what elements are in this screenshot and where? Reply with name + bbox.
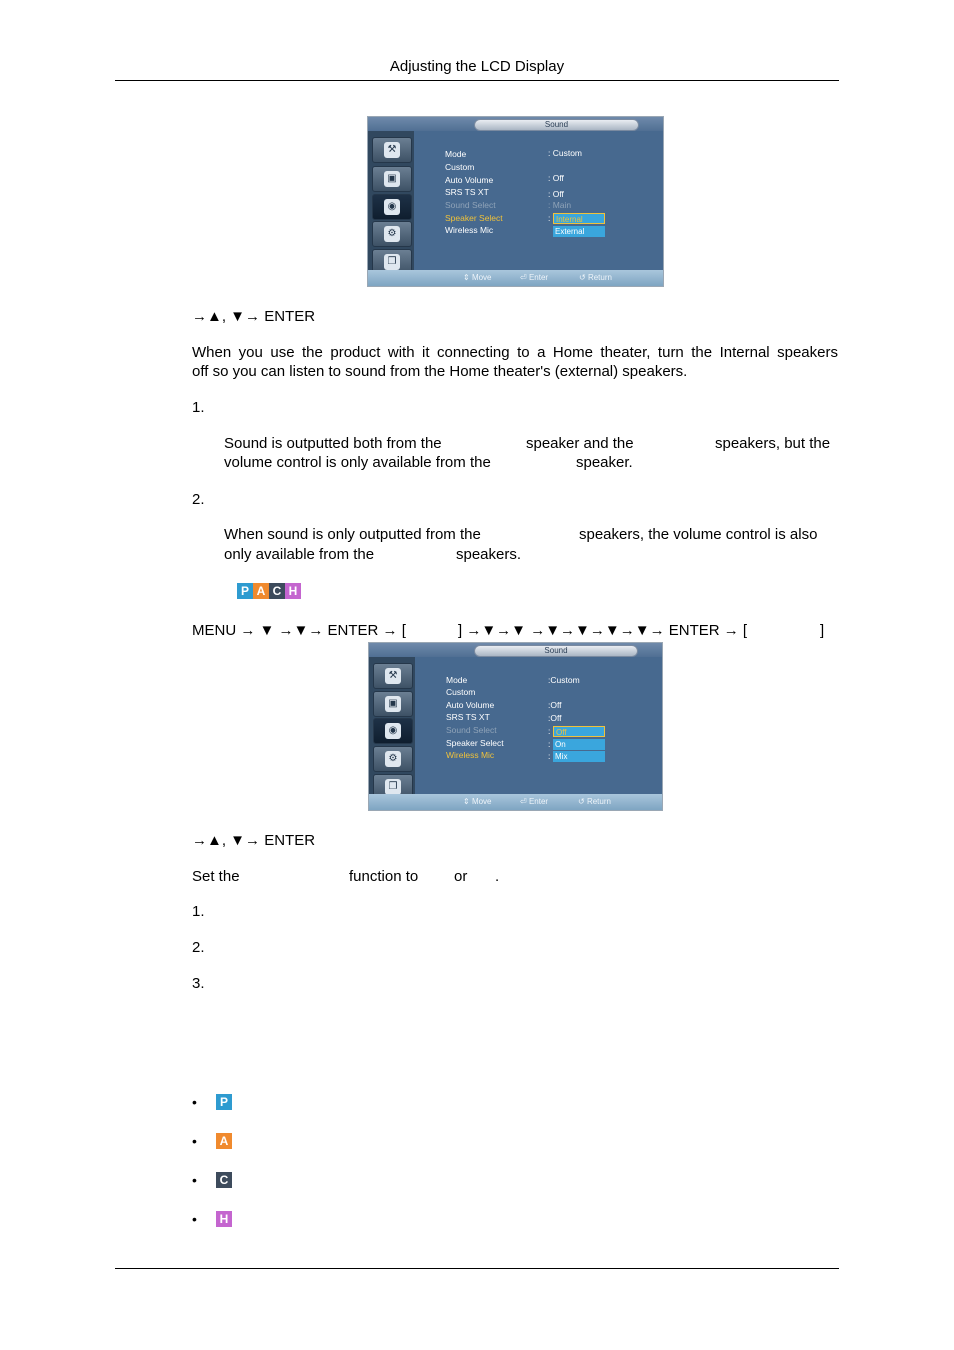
item-1-line-1-c: speakers, but the	[715, 435, 831, 452]
osd-nav-return: ↺ Return	[579, 273, 612, 282]
gear-icon: ⚙	[372, 221, 412, 247]
badge-a: A	[216, 1133, 232, 1149]
osd-value-srs: : Off	[548, 189, 564, 199]
picture-icon: ▣	[373, 691, 413, 717]
bullet: •	[192, 1133, 197, 1149]
badge-c: C	[269, 583, 285, 599]
set-text-a: Set the	[192, 868, 240, 885]
item-2-line-2-b: speakers.	[456, 546, 522, 563]
osd-value-colon: :	[548, 213, 551, 223]
bullet: •	[192, 1211, 197, 1227]
menu-path-b: ] →▼→▼ →▼→▼→▼→▼→ ENTER → [	[458, 622, 748, 639]
osd-nav-return: ↺ Return	[578, 797, 611, 806]
list-item-number: 2.	[192, 491, 205, 508]
osd-value-sound-select: : Main	[548, 200, 572, 210]
osd-label-mode: Mode	[445, 149, 467, 159]
osd-label-wireless-mic: Wireless Mic	[446, 750, 495, 760]
pach-badge-strip	[237, 582, 301, 600]
osd-value-srs: :Off	[548, 713, 562, 723]
osd-value-colon: :	[548, 739, 551, 749]
badge-c: C	[216, 1172, 232, 1188]
osd-title: Sound	[474, 119, 639, 131]
bullet: •	[192, 1172, 197, 1188]
osd-label-custom: Custom	[446, 687, 476, 697]
gear-icon: ⚙	[373, 746, 413, 772]
item-1-line-1-a: Sound is outputted both from the	[224, 435, 442, 452]
set-text-d: .	[495, 868, 500, 885]
osd-label-auto-volume: Auto Volume	[446, 700, 495, 710]
badge-h: H	[216, 1211, 232, 1227]
osd-nav-move: ⇕ Move	[463, 797, 492, 806]
header-rule	[115, 80, 839, 81]
paragraph-1-line-1: When you use the product with it connecting to a Home theater, turn the Internal speakers	[192, 344, 838, 361]
item-1-line-2-b: speaker.	[576, 454, 633, 471]
sound-icon: ◉	[373, 718, 413, 744]
set-text-c: or	[454, 868, 468, 885]
osd-label-speaker-select: Speaker Select	[445, 213, 503, 223]
osd-option-external: External	[553, 226, 605, 237]
osd-option-mix: Mix	[553, 751, 605, 762]
osd-option-internal: Internal	[553, 213, 605, 224]
item-2-line-2-a: only available from the	[224, 546, 375, 563]
item-2-line-1-a: When sound is only outputted from the	[224, 526, 481, 543]
list-item-number: 1.	[192, 399, 205, 416]
item-2-line-1-b: speakers, the volume control is also	[579, 526, 818, 543]
osd-label-mode: Mode	[446, 675, 468, 685]
osd-bottom-bar	[369, 794, 662, 810]
osd-title: Sound	[474, 645, 638, 657]
osd-value-mode: : Custom	[548, 148, 583, 158]
osd-bottom-bar	[368, 270, 663, 286]
osd-label-srs: SRS TS XT	[446, 712, 490, 722]
item-1-line-2-a: volume control is only available from the	[224, 454, 491, 471]
osd-label-speaker-select: Speaker Select	[446, 738, 504, 748]
list-item-number: 1.	[192, 903, 205, 920]
osd-sidebar	[369, 657, 415, 794]
nav-instruction-1: →▲, ▼→ ENTER	[192, 308, 316, 325]
osd-sound-menu-1	[367, 116, 664, 287]
osd-label-auto-volume: Auto Volume	[445, 175, 494, 185]
osd-nav-move: ⇕ Move	[463, 273, 492, 282]
menu-path-c: ]	[820, 622, 825, 639]
footer-rule	[115, 1268, 839, 1269]
osd-label-sound-select: Sound Select	[445, 200, 496, 210]
wrench-icon: ⚒	[373, 663, 413, 689]
osd-label-sound-select: Sound Select	[446, 725, 497, 735]
osd-value-colon: :	[548, 751, 551, 761]
osd-sidebar	[368, 131, 414, 270]
nav-instruction-2: →▲, ▼→ ENTER	[192, 832, 316, 849]
osd-value-colon: :	[548, 726, 551, 736]
paragraph-1-line-2: off so you can listen to sound from the Home theater's (external) speakers.	[192, 363, 688, 380]
badge-p: P	[237, 583, 253, 599]
osd-nav-enter: ⏎ Enter	[520, 797, 549, 806]
set-text-b: function to	[349, 868, 419, 885]
multi-window-icon: ❐	[373, 774, 413, 800]
osd-nav-enter: ⏎ Enter	[520, 273, 549, 282]
sound-icon: ◉	[372, 194, 412, 220]
osd-option-off: Off	[553, 726, 605, 737]
osd-option-on: On	[553, 739, 605, 750]
osd-value-auto-volume: :Off	[548, 700, 562, 710]
osd-label-srs: SRS TS XT	[445, 187, 489, 197]
wrench-icon: ⚒	[372, 137, 412, 163]
multi-window-icon: ❐	[372, 249, 412, 275]
osd-value-mode: :Custom	[548, 675, 580, 685]
list-item-number: 3.	[192, 975, 205, 992]
bullet: •	[192, 1094, 197, 1110]
badge-a: A	[253, 583, 269, 599]
picture-icon: ▣	[372, 166, 412, 192]
item-1-line-1-b: speaker and the	[526, 435, 634, 452]
osd-sound-menu-2	[368, 642, 663, 811]
page-header-title: Adjusting the LCD Display	[389, 58, 565, 75]
badge-h: H	[285, 583, 301, 599]
menu-path-a: MENU → ▼ →▼→ ENTER → [	[192, 622, 406, 639]
badge-p: P	[216, 1094, 232, 1110]
list-item-number: 2.	[192, 939, 205, 956]
osd-value-auto-volume: : Off	[548, 173, 564, 183]
osd-label-wireless-mic: Wireless Mic	[445, 225, 494, 235]
osd-label-custom: Custom	[445, 162, 475, 172]
